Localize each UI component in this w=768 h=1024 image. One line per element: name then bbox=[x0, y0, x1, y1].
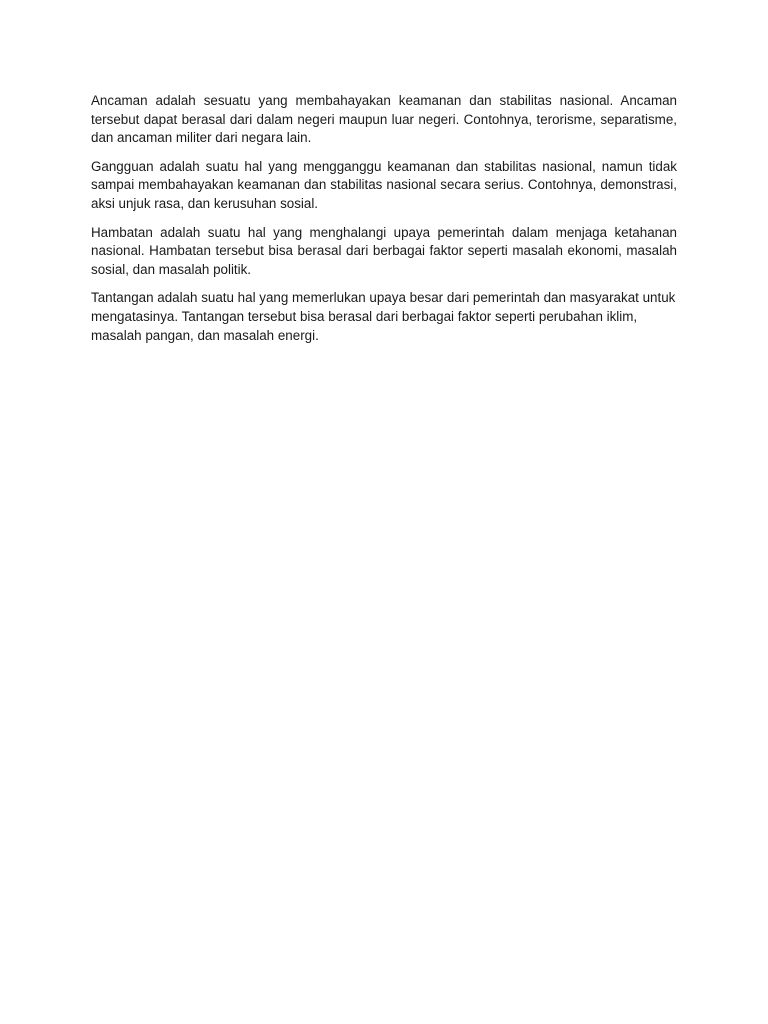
paragraph-gangguan: Gangguan adalah suatu hal yang mengganggu keamanan dan stabilitas nasional, namun tidak sampai membahayakan keamanan dan stabilitas nasional secara serius. Contohnya, demonstrasi, aksi unjuk rasa, dan kerusuhan sosial. bbox=[91, 158, 677, 211]
paragraph-ancaman: Ancaman adalah sesuatu yang membahayakan keamanan dan stabilitas nasional. Ancaman tersebut dapat berasal dari dalam negeri maupun luar negeri. Contohnya, terorisme, separatisme, dan ancaman militer dari negara lain. bbox=[91, 93, 677, 146]
document-body bbox=[91, 92, 677, 355]
paragraph-tantangan: Tantangan adalah suatu hal yang memerlukan upaya besar dari pemerintah dan masyarakat untuk mengatasinya. Tantangan tersebut bisa berasal dari berbagai faktor seperti perubahan iklim, masalah pangan, dan masalah energi. bbox=[91, 290, 676, 343]
paragraph-hambatan: Hambatan adalah suatu hal yang menghalangi upaya pemerintah dalam menjaga ketahanan nasional. Hambatan tersebut bisa berasal dari berbagai faktor seperti masalah ekonomi, masalah sosial, dan masalah politik. bbox=[91, 224, 677, 277]
